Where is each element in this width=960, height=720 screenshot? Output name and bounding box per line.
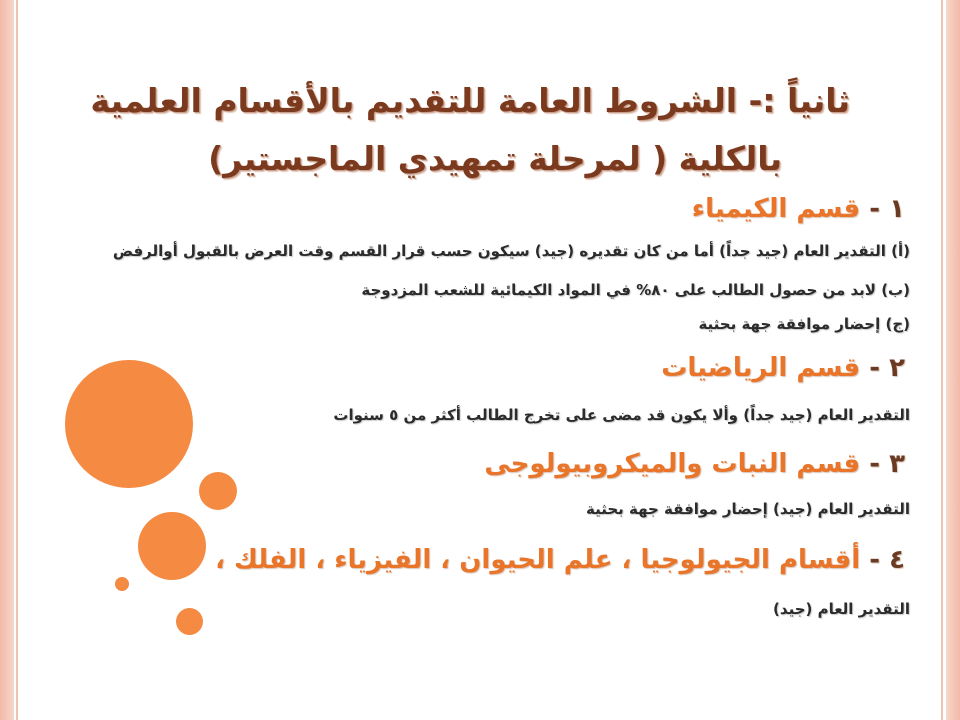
section-number: ٤ -	[869, 545, 905, 575]
slide-title-line-2: بالكلية ( لمرحلة تمهيدي الماجستير)	[208, 139, 782, 178]
section-heading-chemistry	[692, 193, 905, 227]
section-number: ٣ -	[869, 449, 905, 479]
decorative-circle-medium	[199, 472, 237, 510]
mathematics-condition: التقدير العام (جيد جداً) وألا يكون قد مضى على تخرج الطالب أكثر من ٥ سنوات	[333, 406, 910, 424]
section-name: قسم الكيمياء	[691, 194, 861, 224]
section-heading-other-departments	[215, 544, 905, 578]
decorative-circle-small	[115, 577, 129, 591]
decorative-circle-large	[65, 360, 193, 488]
other-departments-condition: التقدير العام (جيد)	[773, 600, 910, 618]
botany-condition: التقدير العام (جيد) إحضار موافقة جهة بحثية	[586, 500, 910, 518]
right-border-decoration	[946, 0, 960, 720]
slide-title-line-1: ثانياً :- الشروط العامة للتقديم بالأقسام العلمية	[90, 81, 850, 120]
section-name: قسم الرياضيات	[661, 353, 861, 383]
decorative-circle-medium-2	[138, 512, 206, 580]
section-number: ١ -	[869, 194, 905, 224]
section-name: أقسام الجيولوجيا ، علم الحيوان ، الفيزياء ، الفلك ،	[215, 545, 861, 575]
left-border-decoration	[0, 0, 14, 720]
section-heading-mathematics	[661, 352, 905, 386]
section-name: قسم النبات والميكروبيولوجى	[484, 449, 861, 479]
decorative-circle-small-2	[176, 608, 203, 635]
section-heading-botany	[484, 448, 905, 482]
chemistry-condition-b: (ب) لابد من حصول الطالب على ٨٠% في المواد الكيمائية للشعب المزدوجة	[361, 281, 910, 299]
chemistry-condition-c: (ج) إحضار موافقة جهة بحثية	[698, 315, 910, 333]
chemistry-condition-a: (أ) التقدير العام (جيد جداً) أما من كان تقديره (جيد) سيكون حسب قرار القسم وقت العرض بالقبول أوالرفض	[112, 242, 910, 260]
section-number: ٢ -	[869, 353, 905, 383]
